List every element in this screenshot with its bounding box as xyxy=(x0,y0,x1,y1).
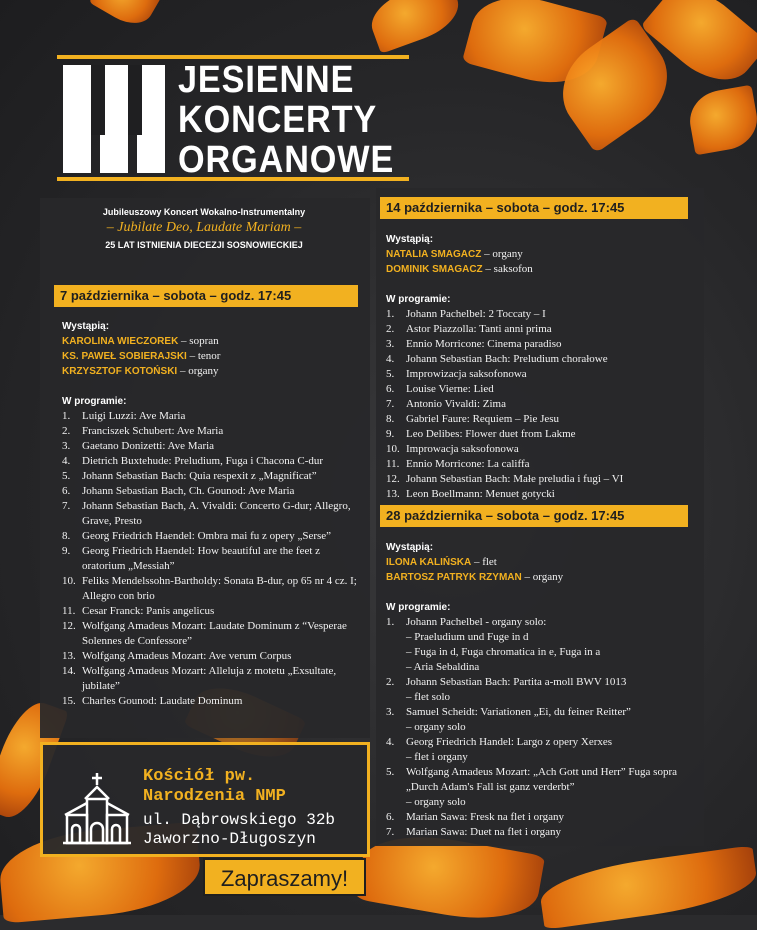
program-item xyxy=(62,694,364,709)
subheading-line1: Jubileuszowy Koncert Wokalno-Instrumentalny xyxy=(102,207,306,217)
program-item xyxy=(62,529,364,544)
performer-name: DOMINIK SMAGACZ xyxy=(386,264,483,275)
concert2-details xyxy=(386,232,698,502)
program-item-number: 1. xyxy=(386,616,395,628)
program-item xyxy=(62,439,364,454)
venue-address: ul. Dąbrowskiego 32b Jaworzno-Długoszyn xyxy=(143,811,336,848)
venue-name: Kościół pw. Narodzenia NMP xyxy=(143,767,286,806)
subheading-line2: – Jubilate Deo, Laudate Mariam – xyxy=(106,220,302,235)
performers-label: Wystąpią: xyxy=(386,542,434,553)
roman-numeral-logo xyxy=(63,65,165,173)
performer-name: ILONA KALIŃSKA xyxy=(386,557,472,568)
program-item-text: Johann Pachelbel: 2 Toccaty – I xyxy=(406,308,546,320)
program-item-number: 4. xyxy=(62,455,71,467)
program-item-text: Johann Sebastian Bach: Quia respexit z „Magnificat” xyxy=(82,470,317,482)
program-item xyxy=(386,705,698,735)
program-item xyxy=(386,352,698,367)
program-item-text: Leo Delibes: Flower duet from Lakme xyxy=(406,428,576,440)
invite-banner: Zapraszamy! xyxy=(203,858,366,896)
program-item xyxy=(62,544,364,574)
program-item xyxy=(62,604,364,619)
program-item-number: 2. xyxy=(386,676,395,688)
performer-role: – saksofon xyxy=(482,263,533,275)
program-item-number: 6. xyxy=(386,383,395,395)
program-item-text: Wolfgang Amadeus Mozart: „Ach Gott und Herr” Fuga sopra „Durch Adam's Fall ist ganz verderbt” xyxy=(406,766,677,793)
program-item xyxy=(62,469,364,484)
program-item-text: Leon Boellmann: Menuet gotycki xyxy=(406,488,555,500)
performer-role: – flet xyxy=(471,556,497,568)
performer-role: – sopran xyxy=(178,335,219,347)
program-item-subline: – flet i organy xyxy=(406,751,468,763)
program-item-number: 11. xyxy=(386,458,400,470)
performers-label: Wystąpią: xyxy=(62,321,110,332)
program-item-number: 13. xyxy=(62,650,76,662)
performers-label: Wystąpią: xyxy=(386,234,434,245)
program-item-text: Wolfgang Amadeus Mozart: Ave verum Corpus xyxy=(82,650,292,662)
program-item xyxy=(386,765,698,810)
program-item-number: 14. xyxy=(62,665,76,677)
subheading xyxy=(44,207,364,250)
program-item-text: Cesar Franck: Panis angelicus xyxy=(82,605,215,617)
performer xyxy=(386,555,698,570)
program-item xyxy=(386,810,698,825)
program-item-text: Johann Sebastian Bach: Partita a-moll BWV 1013 xyxy=(406,676,627,688)
performer-role: – tenor xyxy=(186,350,221,362)
program-label: W programie: xyxy=(386,294,451,305)
church-icon xyxy=(61,771,133,845)
program-item xyxy=(62,664,364,694)
program-item xyxy=(386,457,698,472)
performer xyxy=(386,570,698,585)
program-item-number: 4. xyxy=(386,736,395,748)
program-item-number: 10. xyxy=(386,443,400,455)
program-item-number: 3. xyxy=(62,440,71,452)
program-item-number: 9. xyxy=(62,545,71,557)
program-item-number: 6. xyxy=(386,811,395,823)
program-item-number: 7. xyxy=(62,500,71,512)
performer xyxy=(62,349,364,364)
program-item-text: Astor Piazzolla: Tanti anni prima xyxy=(406,323,552,335)
program-item-number: 7. xyxy=(386,826,395,838)
program-item-number: 13. xyxy=(386,488,400,500)
program-item xyxy=(386,382,698,397)
program-item xyxy=(62,484,364,499)
program-item-text: Marian Sawa: Duet na flet i organy xyxy=(406,826,561,838)
program-item xyxy=(62,649,364,664)
program-item-text: Ennio Morricone: Cinema paradiso xyxy=(406,338,562,350)
program-item xyxy=(62,574,364,604)
program-item xyxy=(386,322,698,337)
program-item-number: 12. xyxy=(62,620,76,632)
program-item-number: 11. xyxy=(62,605,76,617)
program-item-subline: – Fuga in d, Fuga chromatica in e, Fuga in a xyxy=(406,646,601,658)
program-item-subline: – Praeludium und Fuge in d xyxy=(406,631,529,643)
performer-role: – organy xyxy=(521,571,564,583)
program-item-number: 2. xyxy=(386,323,395,335)
program-item-number: 3. xyxy=(386,706,395,718)
program-item-text: Johann Sebastian Bach: Preludium chorałowe xyxy=(406,353,608,365)
program-item-text: Georg Friedrich Haendel: Ombra mai fu z opery „Serse” xyxy=(82,530,332,542)
program-item xyxy=(386,397,698,412)
subheading-line3: 25 LAT ISTNIENIA DIECEZJI SOSNOWIECKIEJ xyxy=(105,240,303,250)
program-item-subline: – organy solo xyxy=(406,796,466,808)
concert3-details xyxy=(386,540,698,840)
program-item-text: Johann Pachelbel - organy solo: xyxy=(406,616,547,628)
program-item-number: 8. xyxy=(386,413,395,425)
program-item-number: 10. xyxy=(62,575,76,587)
program-item xyxy=(386,675,698,705)
program-item-text: Charles Gounod: Laudate Dominum xyxy=(82,695,243,707)
program-item xyxy=(386,472,698,487)
program-item-text: Marian Sawa: Fresk na flet i organy xyxy=(406,811,565,823)
program-item-number: 3. xyxy=(386,338,395,350)
program-item-number: 15. xyxy=(62,695,76,707)
program-label: W programie: xyxy=(62,396,127,407)
performer-name: NATALIA SMAGACZ xyxy=(386,249,482,260)
program-item xyxy=(62,619,364,649)
program-item xyxy=(386,825,698,840)
program-item-text: Gaetano Donizetti: Ave Maria xyxy=(82,440,215,452)
program-item-number: 2. xyxy=(62,425,71,437)
program-item-number: 5. xyxy=(62,470,71,482)
performer-name: KS. PAWEŁ SOBIERAJSKI xyxy=(62,351,187,362)
program-item xyxy=(386,735,698,765)
program-item-number: 5. xyxy=(386,368,395,380)
program-item-text: Georg Friedrich Handel: Largo z opery Xerxes xyxy=(406,736,613,748)
program-item-number: 7. xyxy=(386,398,395,410)
program-item-text: Georg Friedrich Haendel: How beautiful are the feet z oratorium „Messiah” xyxy=(82,545,321,572)
venue-box xyxy=(40,742,370,857)
program-item-text: Dietrich Buxtehude: Preludium, Fuga i Chacona C-dur xyxy=(82,455,324,467)
program-item-number: 5. xyxy=(386,766,395,778)
performer xyxy=(386,247,698,262)
program-item-text: Johann Sebastian Bach, A. Vivaldi: Concerto G-dur; Allegro, Grave, Presto xyxy=(82,500,351,527)
program-item-subline: – organy solo xyxy=(406,721,466,733)
program-item-text: Samuel Scheidt: Variationen „Ei, du feiner Reitter” xyxy=(406,706,631,718)
performer xyxy=(62,334,364,349)
program-item xyxy=(386,442,698,457)
program-item-number: 9. xyxy=(386,428,395,440)
program-item-text: Luigi Luzzi: Ave Maria xyxy=(82,410,186,422)
program-item-number: 4. xyxy=(386,353,395,365)
program-item-text: Feliks Mendelssohn-Bartholdy: Sonata B-dur, op 65 nr 4 cz. I; Allegro con brio xyxy=(82,575,357,602)
program-item-text: Improwizacja saksofonowa xyxy=(406,368,527,380)
program-item xyxy=(386,427,698,442)
program-label: W programie: xyxy=(386,602,451,613)
program-item-number: 1. xyxy=(62,410,71,422)
program-item xyxy=(386,307,698,322)
program-item xyxy=(386,367,698,382)
program-item xyxy=(62,454,364,469)
performer-name: KAROLINA WIECZOREK xyxy=(62,336,179,347)
program-item-subline: – flet solo xyxy=(406,691,450,703)
concert3-date: 28 października – sobota – godz. 17:45 xyxy=(380,505,688,527)
program-item-text: Wolfgang Amadeus Mozart: Laudate Dominum z “Vesperae Solennes de Confessore” xyxy=(82,620,347,647)
program-item xyxy=(386,615,698,675)
performer-role: – organy xyxy=(177,365,219,377)
program-item-text: Wolfgang Amadeus Mozart: Alleluja z motetu „Exsultate, jubilate” xyxy=(82,665,337,692)
program-item-number: 6. xyxy=(62,485,71,497)
program-item-text: Johann Sebastian Bach, Ch. Gounod: Ave Maria xyxy=(82,485,295,497)
program-item xyxy=(62,499,364,529)
concert1-date: 7 października – sobota – godz. 17:45 xyxy=(54,285,358,307)
performer xyxy=(386,262,698,277)
program-item-text: Louise Vierne: Lied xyxy=(406,383,494,395)
program-item-text: Franciszek Schubert: Ave Maria xyxy=(82,425,224,437)
program-item-number: 1. xyxy=(386,308,395,320)
program-item-text: Gabriel Faure: Requiem – Pie Jesu xyxy=(406,413,560,425)
concert1-details xyxy=(62,319,364,709)
performer-name: BARTOSZ PATRYK RZYMAN xyxy=(386,572,522,583)
page-title: JESIENNE KONCERTY ORGANOWE xyxy=(178,59,395,181)
performer xyxy=(62,364,364,379)
program-item xyxy=(62,424,364,439)
performer-role: – organy xyxy=(481,248,523,260)
performer-name: KRZYSZTOF KOTOŃSKI xyxy=(62,366,178,377)
concert2-date: 14 października – sobota – godz. 17:45 xyxy=(380,197,688,219)
program-item-text: Ennio Morricone: La califfa xyxy=(406,458,530,470)
program-item-text: Improwacja saksofonowa xyxy=(406,443,519,455)
program-item-text: Johann Sebastian Bach: Małe preludia i fugi – VI xyxy=(406,473,624,485)
program-item xyxy=(386,412,698,427)
program-item-number: 8. xyxy=(62,530,71,542)
program-item-text: Antonio Vivaldi: Zima xyxy=(406,398,506,410)
program-item xyxy=(62,409,364,424)
program-item-number: 12. xyxy=(386,473,400,485)
program-item xyxy=(386,487,698,502)
program-item xyxy=(386,337,698,352)
program-item-subline: – Aria Sebaldina xyxy=(406,661,480,673)
